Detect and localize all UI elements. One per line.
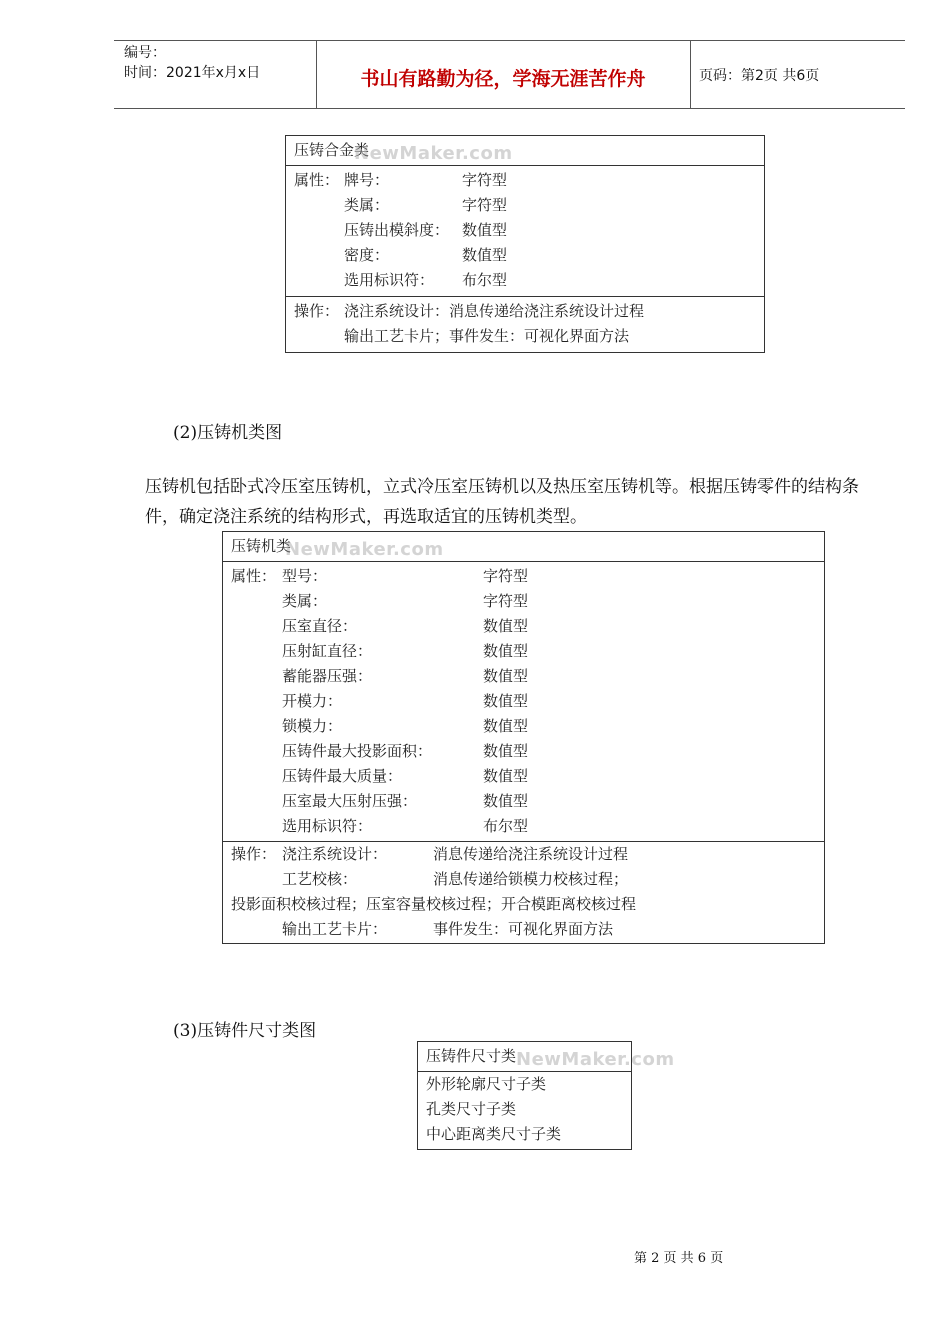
header-motto: 书山有路勤为径，学海无涯苦作舟 xyxy=(360,68,646,90)
header-page-info: 页码：第2页 共6页 xyxy=(699,68,820,84)
header-time-label: 时间：2021年x月x日 xyxy=(124,65,261,81)
watermark: NewMaker.com xyxy=(285,539,444,560)
list-item: 中心距离类尺寸子类 xyxy=(426,1125,562,1143)
class-title-text: 压铸件尺寸类 xyxy=(426,1047,517,1065)
class-diagram-alloy xyxy=(285,135,765,353)
class-operations xyxy=(286,296,764,352)
op-row: 操作： 浇注系统设计： 消息传递给浇注系统设计过程 xyxy=(231,845,629,863)
class-diagram-dimension xyxy=(417,1041,675,1150)
header-id-label: 编号： xyxy=(124,45,166,61)
attr-row: 锁模力： 数值型 xyxy=(282,717,529,735)
section-heading: (2)压铸机类图 xyxy=(173,423,283,443)
header-divider xyxy=(690,41,691,108)
class-operations xyxy=(223,841,824,943)
attr-row: 开模力： 数值型 xyxy=(282,692,529,710)
attr-row: 选用标识符： 布尔型 xyxy=(344,271,508,289)
attr-row: 类属： 字符型 xyxy=(282,592,529,610)
attr-row: 属性： 型号： 字符型 xyxy=(231,567,529,585)
watermark: NewMaker.com xyxy=(354,143,513,164)
op-row: 输出工艺卡片；事件发生：可视化界面方法 xyxy=(344,327,630,345)
op-row: 输出工艺卡片： 事件发生：可视化界面方法 xyxy=(282,920,614,938)
list-item: 外形轮廓尺寸子类 xyxy=(426,1075,547,1093)
attr-row: 属性： 牌号： 字符型 xyxy=(294,171,508,189)
class-title-text: 压铸合金类 xyxy=(294,141,370,159)
page-footer: 第 2 页 共 6 页 xyxy=(634,1251,724,1266)
attr-row: 压铸件最大质量： 数值型 xyxy=(282,767,529,785)
subclass-list xyxy=(418,1072,631,1149)
attr-row: 类属： 字符型 xyxy=(344,196,508,214)
op-row: 操作： 浇注系统设计：消息传递给浇注系统设计过程 xyxy=(294,302,645,320)
section-heading: (3)压铸件尺寸类图 xyxy=(173,1021,317,1041)
op-row: 投影面积校核过程；压室容量校核过程；开合模距离校核过程 xyxy=(231,895,637,913)
class-diagram-machine xyxy=(222,531,825,944)
attr-row: 压室最大压射压强： 数值型 xyxy=(282,792,529,810)
body-paragraph: 压铸机包括卧式冷压室压铸机，立式冷压室压铸机以及热压室压铸机等。根据压铸零件的结构条件，确定浇注系统的结构形式，再选取适宜的压铸机类型。 xyxy=(145,477,859,527)
class-title-text: 压铸机类 xyxy=(231,537,292,555)
class-title xyxy=(286,136,764,166)
class-attributes xyxy=(223,562,824,841)
class-title xyxy=(223,532,824,562)
attr-row: 压铸出模斜度： 数值型 xyxy=(344,221,508,239)
attr-row: 密度： 数值型 xyxy=(344,246,508,264)
class-title xyxy=(418,1042,675,1072)
attr-row: 压室直径： 数值型 xyxy=(282,617,529,635)
watermark: NewMaker.com xyxy=(516,1049,675,1070)
header-meta xyxy=(124,43,260,83)
attr-row: 选用标识符： 布尔型 xyxy=(282,817,529,835)
page-header xyxy=(114,40,905,109)
attr-row: 压铸件最大投影面积： 数值型 xyxy=(282,742,529,760)
op-row: 工艺校核： 消息传递给锁模力校核过程； xyxy=(282,870,629,888)
attr-row: 压射缸直径： 数值型 xyxy=(282,642,529,660)
list-item: 孔类尺寸子类 xyxy=(426,1100,517,1118)
attr-row: 蓄能器压强： 数值型 xyxy=(282,667,529,685)
class-attributes xyxy=(286,166,764,296)
